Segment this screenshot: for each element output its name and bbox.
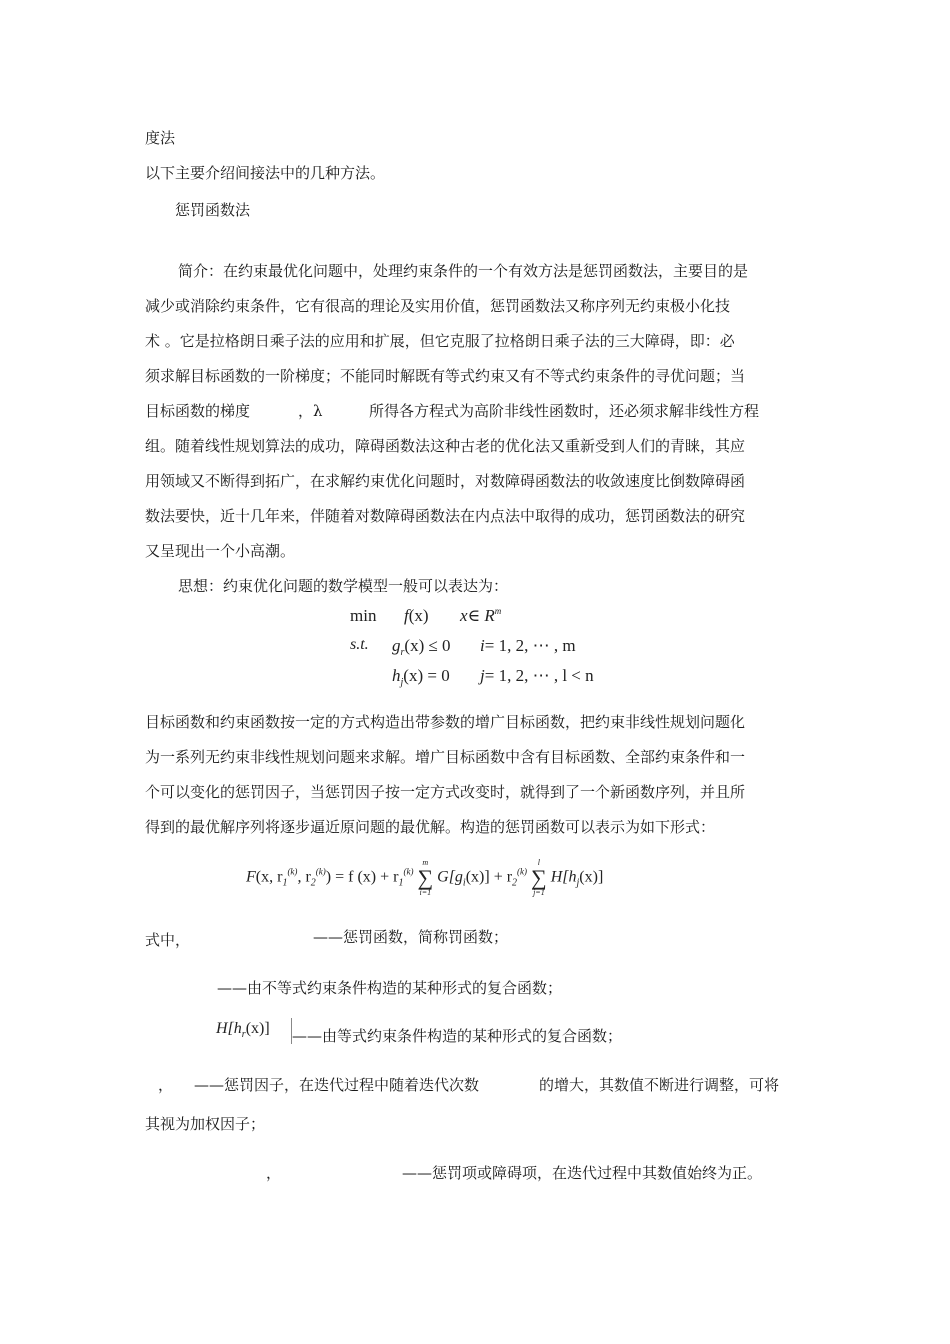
- formula-part: G[g: [437, 868, 463, 886]
- r-exponent: m: [494, 606, 502, 616]
- sum-symbol: l ∑ j=1: [531, 858, 547, 897]
- equality-constraint: (x) = 0: [403, 666, 450, 685]
- paragraph-line: 减少或消除约束条件，它有很高的理论及实用价值，惩罚函数法又称序列无约束极小化技: [145, 297, 731, 315]
- paragraph-line: 个可以变化的惩罚因子，当惩罚因子按一定方式改变时，就得到了一个新函数序列，并且所: [145, 783, 746, 801]
- paragraph-line: 目标函数和约束函数按一定的方式构造出带参数的增广目标函数，把约束非线性规划问题化: [145, 713, 746, 731]
- sum-symbol: m ∑ i=1: [417, 858, 434, 897]
- formula-sup: (k): [517, 866, 528, 877]
- section-heading: 惩罚函数法: [175, 201, 251, 219]
- paragraph-line: 用领域又不断得到拓广，在求解约束优化问题时，对数障碍函数法的收敛速度比倒数障碍函: [145, 472, 746, 490]
- formula-sub: j: [576, 877, 580, 889]
- h-subscript: j: [400, 677, 404, 688]
- text-line: ——惩罚因子，在迭代过程中随着迭代次数: [194, 1076, 480, 1094]
- formula-part: H[h: [216, 1020, 242, 1037]
- text-line: ——由不等式约束条件构造的某种形式的复合函数；: [217, 979, 563, 997]
- min-label: min: [350, 606, 377, 625]
- x-symbol: x: [460, 606, 468, 625]
- formula-part: H[h: [550, 868, 577, 886]
- inequality-constraint: (x) ≤ 0: [404, 636, 451, 655]
- paragraph-line: ，λ: [298, 402, 323, 420]
- formula-sub: 1: [398, 877, 404, 889]
- formula-part: (x)] + r: [465, 868, 513, 886]
- constraint-model-formula: [330, 598, 622, 694]
- paragraph-line: 思想：约束优化问题的数学模型一般可以表达为：: [178, 577, 509, 595]
- formula-part: ) = f (x) + r: [325, 868, 399, 886]
- formula-part: , r: [297, 868, 311, 886]
- formula-part: (x)]: [579, 868, 604, 886]
- paragraph-line: 组。随着线性规划算法的成功，障碍函数法这种古老的优化法又重新受到人们的青睐，其应: [145, 437, 746, 455]
- formula-sup: (k): [287, 866, 298, 877]
- formula-part: (x)]: [245, 1020, 270, 1037]
- text-line: ，: [158, 1076, 174, 1094]
- h-symbol: h: [392, 666, 401, 685]
- formula-sub: 1: [282, 877, 288, 889]
- st-label: s.t.: [350, 636, 369, 653]
- formula-sub: r: [241, 1029, 246, 1040]
- paragraph-line: 又呈现出一个小高潮。: [145, 542, 296, 560]
- formula-sub: i: [462, 877, 466, 889]
- paragraph-line: 简介：在约束最优化问题中，处理约束条件的一个有效方法是惩罚函数法，主要目的是: [178, 262, 749, 280]
- f-symbol: f: [404, 606, 409, 625]
- text-line: ——惩罚函数，简称罚函数；: [313, 928, 509, 946]
- paragraph-line: 术 。它是拉格朗日乘子法的应用和扩展，但它克服了拉格朗日乘子法的三大障碍，即：必: [145, 332, 735, 350]
- i-range: = 1, 2, ⋯ , m: [484, 636, 576, 655]
- formula-sub: 2: [310, 877, 316, 889]
- text-line: ，: [266, 1164, 282, 1182]
- g-symbol: g: [392, 636, 401, 655]
- i-index: i: [480, 636, 485, 655]
- paragraph-line: 须求解目标函数的一阶梯度；不能同时解既有等式约束又有不等式约束条件的寻优问题；当: [145, 367, 746, 385]
- paragraph-line: 目标函数的梯度: [145, 402, 251, 420]
- F-symbol: F: [246, 868, 256, 886]
- paragraph-line: 得到的最优解序列将逐步逼近原问题的最优解。构造的惩罚函数可以表示为如下形式：: [145, 818, 716, 836]
- text-line: 式中，: [145, 931, 191, 949]
- text-line: 度法: [145, 129, 176, 147]
- j-index: j: [480, 666, 485, 685]
- paragraph-line: 数法要快，近十几年来，伴随着对数障碍函数法在内点法中取得的成功，惩罚函数法的研究: [145, 507, 746, 525]
- formula-sub: 2: [512, 877, 518, 889]
- text-line: 以下主要介绍间接法中的几种方法。: [145, 164, 386, 182]
- j-range: = 1, 2, ⋯ , l < n: [484, 666, 594, 685]
- text-line: 的增大，其数值不断进行调整，可将: [539, 1076, 780, 1094]
- x-arg: (x): [408, 606, 429, 625]
- paragraph-line: 为一系列无约束非线性规划问题来求解。增广目标函数中含有目标函数、全部约束条件和一: [145, 748, 746, 766]
- formula-sup: (k): [403, 866, 414, 877]
- formula-part: (x, r: [255, 868, 283, 886]
- text-line: 其视为加权因子；: [145, 1115, 266, 1133]
- r-symbol: R: [484, 606, 495, 625]
- formula-sup: (k): [315, 866, 326, 877]
- text-line: ——惩罚项或障碍项，在迭代过程中其数值始终为正。: [402, 1164, 763, 1182]
- penalty-function-formula: [242, 846, 652, 896]
- g-subscript: r: [400, 647, 405, 658]
- text-line: ——由等式约束条件构造的某种形式的复合函数；: [292, 1027, 623, 1045]
- h-composite-formula: [213, 1018, 292, 1044]
- element-of-symbol: ∈: [467, 606, 481, 625]
- paragraph-line: 所得各方程式为高阶非线性函数时，还必须求解非线性方程: [369, 402, 760, 420]
